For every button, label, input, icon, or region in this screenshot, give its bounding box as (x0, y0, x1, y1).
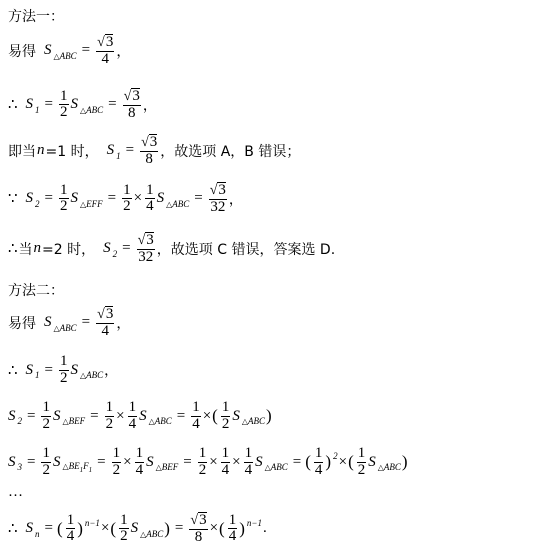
choice-ab-text: ，故选项 A，B 错误； (160, 143, 301, 160)
fraction-sqrt3-over-8: √ 3 8 (123, 88, 140, 121)
m2-line-s3: S 3 = $\frac{1}{2}$ S $\triangle BE_1F_1$ = $\frac{1}{2}$ × $\frac{1}{4}$ S △BEF = $\frac{1}{2}$ × $\frac{1}{4}$ × $\frac{1}{4}$ S △ABC = ( $\frac{1}{4}$ ) 2 × ( $\frac{1}{2}$ S △ABC ) (8, 445, 408, 478)
easy-get-text: 易得 (8, 43, 36, 60)
m2-line-s2: S 2 = $\frac{1}{2}$ S △BEF = $\frac{1}{2}$ × $\frac{1}{4}$ S △ABC = $\frac{1}{4}$ × ( $\frac{1}{2}$ S △ABC ) (8, 399, 272, 432)
ellipsis-text: … (8, 484, 23, 500)
equals-sign: = (81, 42, 91, 59)
method2-heading-text: 方法二： (8, 283, 64, 299)
method2-heading (8, 280, 65, 300)
method1-heading-text: 方法一： (8, 9, 64, 25)
m2-line-s1: ∴ S 1 = $\frac{1}{2}$ S △ABC ， (8, 353, 119, 386)
fraction-one-half: $\frac{1}{2}$ (60, 87, 68, 121)
because-symbol: ∵ (8, 191, 18, 208)
therefore-symbol: ∴ (8, 97, 18, 114)
choice-c-text: ，故选项 C 错误，答案选 D. (156, 241, 336, 258)
sub-abc: △ABC (53, 50, 77, 61)
m2-line-ellipsis (8, 484, 24, 501)
method1-heading (8, 6, 65, 26)
m1-line-n1: 即当 n =1 时， S 1 = √ 3 8 ，故选项 A，B 错误； (8, 134, 301, 167)
m1-line-s1: ∴ S 1 = $\frac{1}{2}$ S △ABC = √ 3 8 ， (8, 87, 157, 121)
m2-line-area: 易得 S △ABC = √ 3 4 ， (8, 306, 131, 339)
fraction-sqrt3-over-4: √ 3 4 (97, 34, 114, 67)
m2-line-sn: ∴ S n = ( $\frac{1}{4}$ ) n−1 × ( $\frac{1}{2}$ S △ABC ) = √ 3 8 × ( $\frac{1}{4}$ ) n−1 . (8, 511, 267, 545)
m1-line-s2: ∵ S 2 = $\frac{1}{2}$ S △EFF = $\frac{1}{2}$ × $\frac{1}{4}$ S △ABC = √ 3 32 ， (8, 181, 243, 215)
m1-line-area: 易得 S △ABC = √ 3 4 ， (8, 34, 131, 67)
s-symbol: S (44, 42, 52, 59)
m1-line-n2: ∴ 当 n =2 时， S 2 = √ 3 32 ，故选项 C 错误，答案选 D. (8, 232, 336, 265)
